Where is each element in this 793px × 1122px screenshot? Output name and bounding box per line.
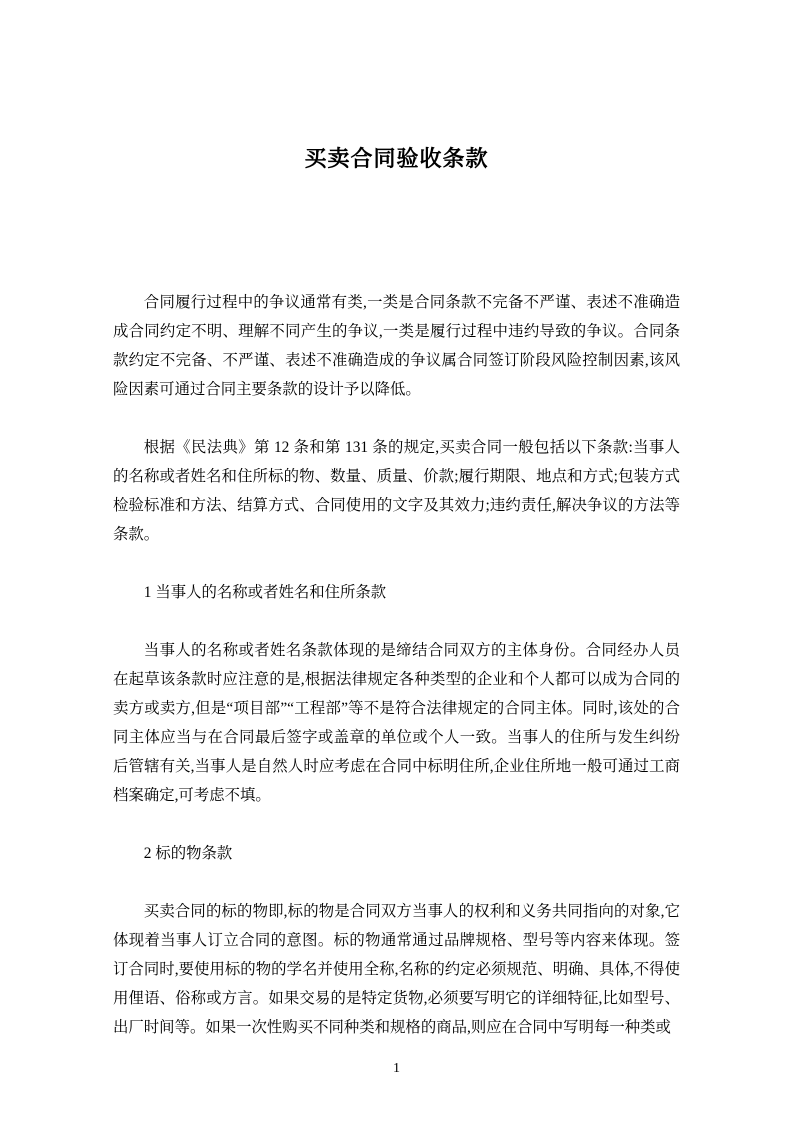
page-number: 1	[393, 1061, 400, 1076]
paragraph: 合同履行过程中的争议通常有类,一类是合同条款不完备不严谨、表述不准确造成合同约定不明、理解不同产生的争议,一类是履行过程中违约导致的争议。合同条款约定不完备、不严谨、表述不准确造成的争议属合同签订阶段风险控制因素,该风险因素可通过合同主要条款的设计予以降低。	[113, 294, 680, 398]
section-heading: 2 标的物条款	[143, 845, 233, 862]
paragraph: 买卖合同的标的物即,标的物是合同双方当事人的权利和义务共同指向的对象,它体现着当事人订立合同的意图。标的物通常通过品牌规格、型号等内容来体现。签订合同时,要使用标的物的学名并使用全称,名称的约定必须规范、明确、具体,不得使用俚语、俗称或方言。如果交易的是特定货物,必须要写明它的详细特征,比如型号、出厂时间等。如果一次性购买不同种类和规格的商品,则应在合同中写明每一种类或	[113, 903, 680, 1036]
paragraph: 当事人的名称或者姓名条款体现的是缔结合同双方的主体身份。合同经办人员在起草该条款时应注意的是,根据法律规定各种类型的企业和个人都可以成为合同的卖方或卖方,但是“项目部”“工程部”等不是符合法律规定的合同主体。同时,该处的合同主体应当与在合同最后签字或盖章的单位或个人一致。当事人的住所与发生纠纷后管辖有关,当事人是自然人时应考虑在合同中标明住所,企业住所地一般可通过工商档案确定,可考虑不填。	[113, 642, 680, 804]
paragraph: 根据《民法典》第 12 条和第 131 条的规定,买卖合同一般包括以下条款:当事人的名称或者姓名和住所标的物、数量、质量、价款;履行期限、地点和方式;包装方式检验标准和方法、结算方式、合同使用的文字及其效力;违约责任,解决争议的方法等条款。	[113, 439, 680, 543]
document-title: 买卖合同验收条款	[304, 146, 489, 171]
section-heading: 1 当事人的名称或者姓名和住所条款	[143, 584, 387, 601]
document-body	[113, 288, 680, 1042]
